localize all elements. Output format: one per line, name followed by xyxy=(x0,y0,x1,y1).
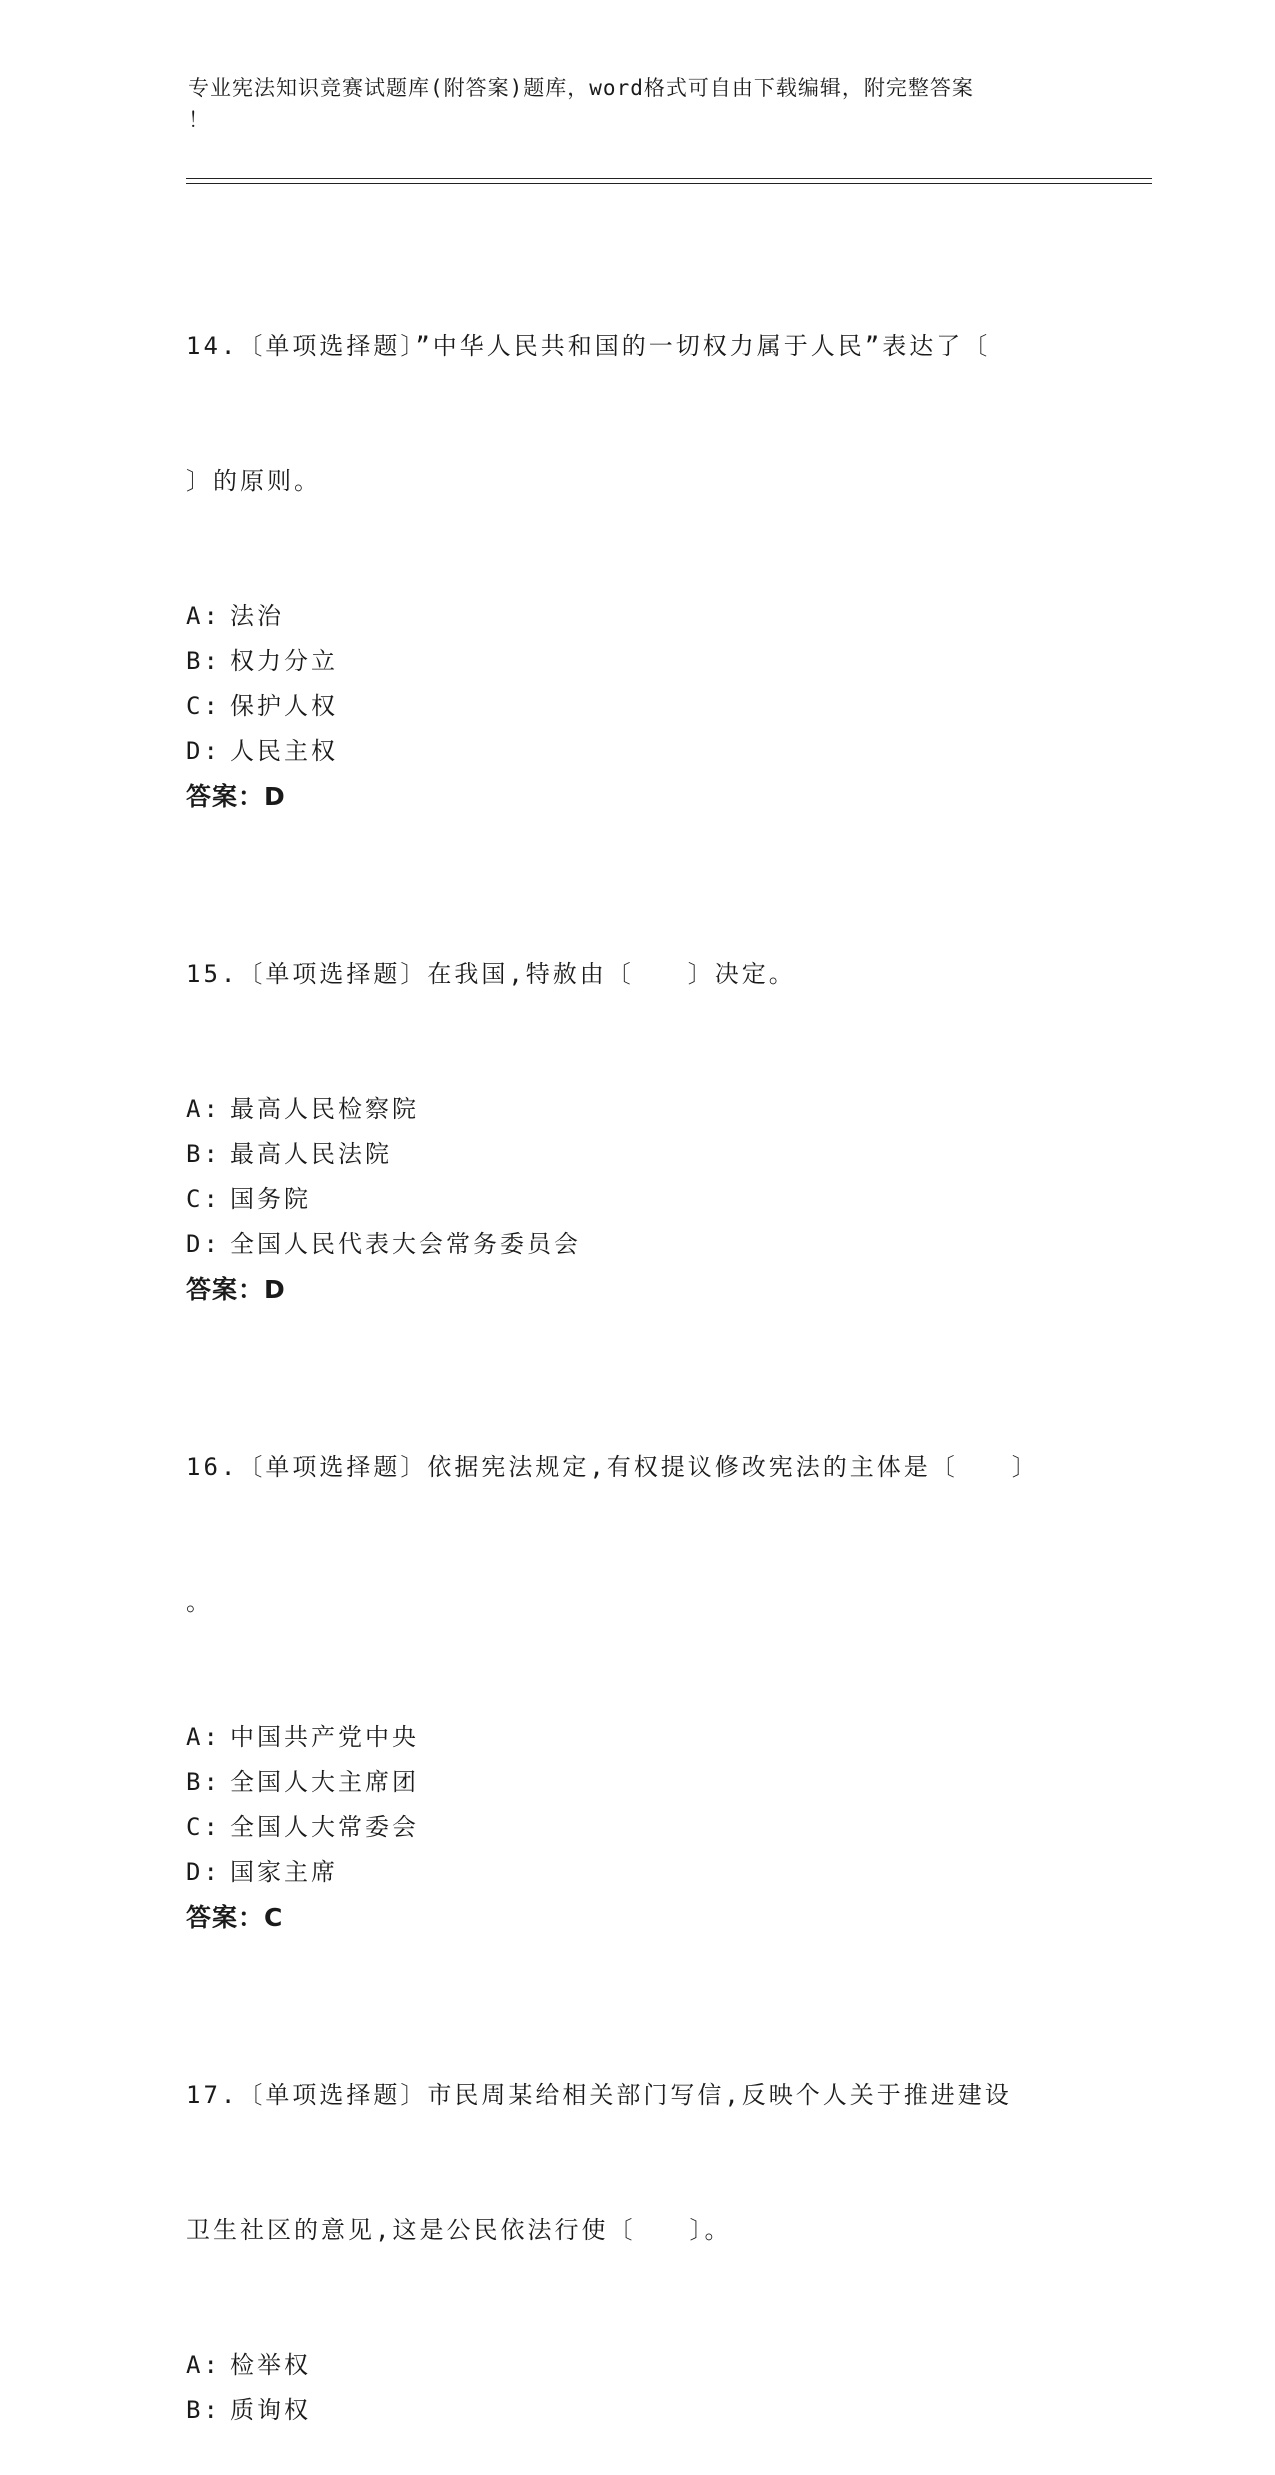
option-text: 法治 xyxy=(230,602,284,630)
question-17 xyxy=(186,1983,1086,2433)
option-a xyxy=(186,594,1086,639)
question-stem-line: 〕的原则。 xyxy=(186,467,321,495)
option-b xyxy=(186,1760,1086,1805)
option-text: 最高人民法院 xyxy=(230,1140,392,1168)
option-c xyxy=(186,684,1086,729)
option-text: 人民主权 xyxy=(230,737,338,765)
option-text: 质询权 xyxy=(230,2396,311,2424)
header-line-2: ！ xyxy=(188,108,210,132)
header-divider-bottom xyxy=(186,183,1152,184)
option-key: D: xyxy=(186,1230,221,1258)
option-key: B: xyxy=(186,2396,221,2424)
header-divider-top xyxy=(186,178,1152,179)
answer-line: 答案：D xyxy=(186,1275,286,1304)
option-key: D: xyxy=(186,1858,221,1886)
option-c xyxy=(186,1177,1086,1222)
question-stem-line: 17.〔单项选择题〕市民周某给相关部门写信,反映个人关于推进建设 xyxy=(186,2081,1012,2109)
question-stem-line: 卫生社区的意见,这是公民依法行使〔 〕。 xyxy=(186,2216,732,2244)
option-key: C: xyxy=(186,1185,221,1213)
option-key: A: xyxy=(186,1723,221,1751)
question-stem xyxy=(186,862,1076,1087)
option-key: A: xyxy=(186,2351,221,2379)
option-key: C: xyxy=(186,1813,221,1841)
option-text: 国家主席 xyxy=(230,1858,338,1886)
option-d xyxy=(186,729,1086,774)
question-stem-line: 16.〔单项选择题〕依据宪法规定,有权提议修改宪法的主体是〔 〕 xyxy=(186,1453,1039,1481)
header-line-1: 专业宪法知识竞赛试题库(附答案)题库，word格式可自由下载编辑，附完整答案 xyxy=(188,76,974,100)
option-a xyxy=(186,2343,1086,2388)
option-key: C: xyxy=(186,692,221,720)
option-d xyxy=(186,1850,1086,1895)
option-text: 全国人大常委会 xyxy=(230,1813,419,1841)
option-key: B: xyxy=(186,1768,221,1796)
question-16 xyxy=(186,1355,1086,1941)
option-a xyxy=(186,1087,1086,1132)
question-stem xyxy=(186,234,1076,594)
option-key: B: xyxy=(186,647,221,675)
option-text: 检举权 xyxy=(230,2351,311,2379)
question-15 xyxy=(186,862,1086,1313)
question-stem-line: 14.〔单项选择题〕”中华人民共和国的一切权力属于人民”表达了〔 xyxy=(186,332,991,360)
question-stem xyxy=(186,1983,1076,2343)
option-text: 权力分立 xyxy=(230,647,338,675)
question-14 xyxy=(186,234,1086,820)
option-text: 全国人大主席团 xyxy=(230,1768,419,1796)
option-d xyxy=(186,1222,1086,1267)
option-key: A: xyxy=(186,602,221,630)
question-stem-line: 。 xyxy=(186,1588,213,1616)
option-key: A: xyxy=(186,1095,221,1123)
question-list xyxy=(186,234,1086,2475)
option-key: D: xyxy=(186,737,221,765)
option-a xyxy=(186,1715,1086,1760)
answer-line: 答案：C xyxy=(186,1903,284,1932)
option-text: 国务院 xyxy=(230,1185,311,1213)
answer-line: 答案：D xyxy=(186,782,286,811)
option-key: B: xyxy=(186,1140,221,1168)
option-text: 最高人民检察院 xyxy=(230,1095,419,1123)
option-text: 保护人权 xyxy=(230,692,338,720)
option-b xyxy=(186,1132,1086,1177)
document-header xyxy=(188,72,1068,136)
question-stem-line: 15.〔单项选择题〕在我国,特赦由〔 〕决定。 xyxy=(186,960,796,988)
option-text: 中国共产党中央 xyxy=(230,1723,419,1751)
option-text: 全国人民代表大会常务委员会 xyxy=(230,1230,581,1258)
option-b xyxy=(186,2388,1086,2433)
question-stem xyxy=(186,1355,1076,1715)
option-b xyxy=(186,639,1086,684)
option-c xyxy=(186,1805,1086,1850)
